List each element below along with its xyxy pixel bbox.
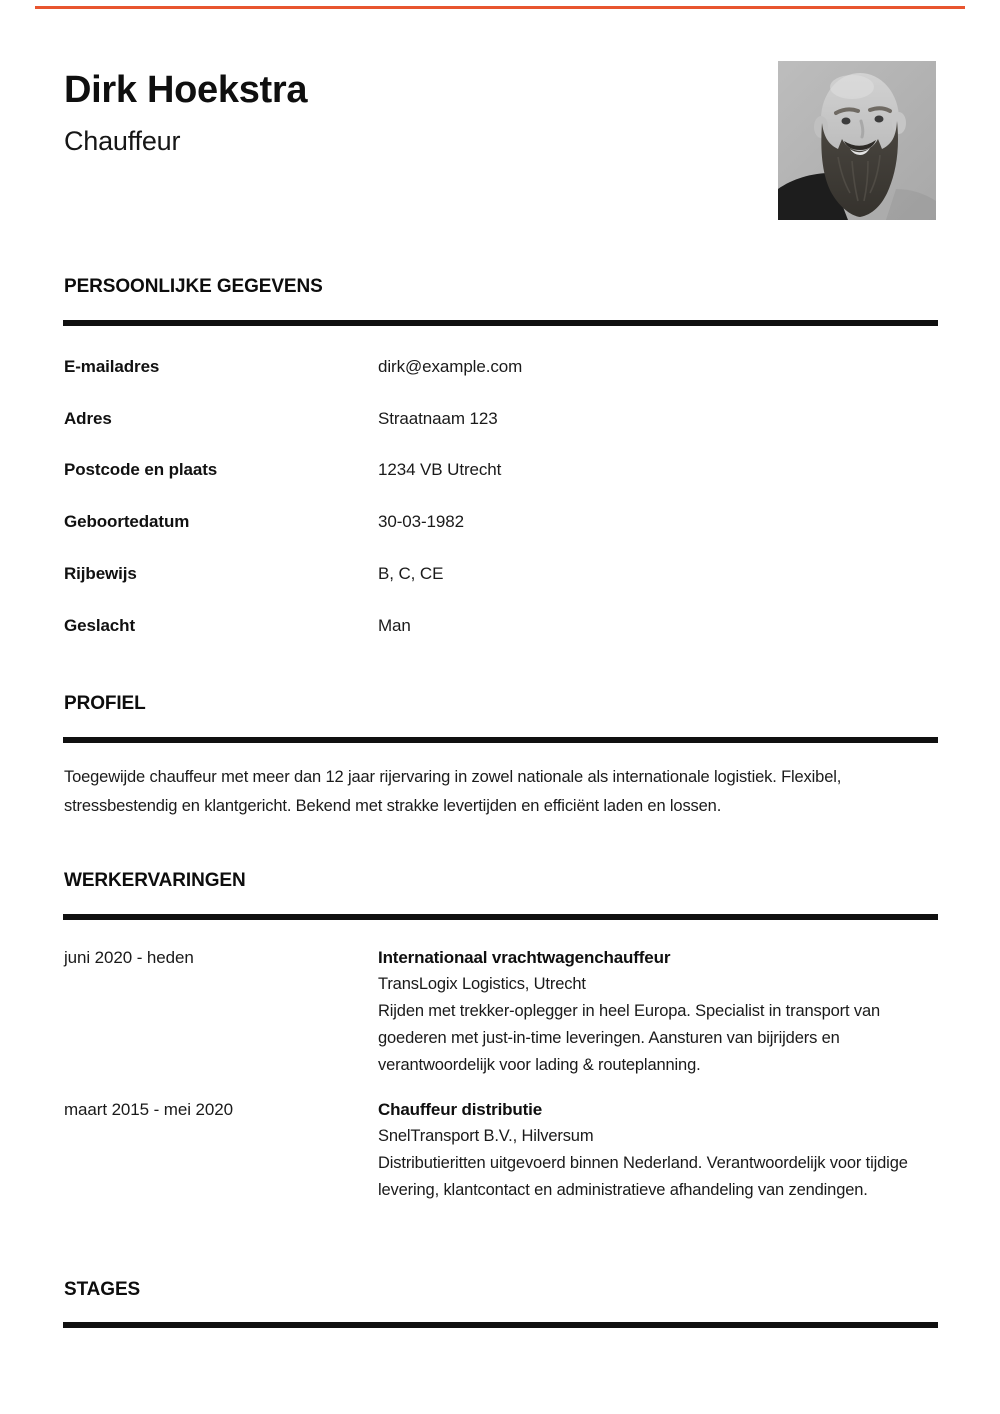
section-heading-personal: PERSOONLIJKE GEGEVENS	[64, 276, 323, 297]
section-rule	[63, 1322, 938, 1328]
person-name: Dirk Hoekstra	[64, 69, 308, 111]
detail-value: 1234 VB Utrecht	[378, 460, 502, 479]
detail-label: Geslacht	[64, 616, 136, 635]
detail-label: Geboortedatum	[64, 512, 190, 531]
detail-row	[64, 616, 938, 638]
detail-value: dirk@example.com	[378, 357, 523, 376]
section-heading-experience: WERKERVARINGEN	[64, 870, 246, 891]
detail-label: Adres	[64, 409, 112, 428]
job-company: TransLogix Logistics, Utrecht	[378, 975, 586, 993]
profile-paragraph: Toegewijde chauffeur met meer dan 12 jaar rijervaring in zowel nationale als internationale logistiek. Flexibel, stressbestendig en klantgericht. Bekend met strakke levertijden en efficiënt laden en lossen.	[64, 768, 842, 815]
section-heading-profile: PROFIEL	[64, 693, 146, 714]
job-description: Rijden met trekker-oplegger in heel Europa. Specialist in transport van goederen met just-in-time leveringen. Aansturen van bijrijders en verantwoordelijk voor lading & routeplanning.	[378, 1002, 881, 1074]
top-accent-line	[35, 6, 965, 9]
detail-row	[64, 460, 938, 482]
detail-label: E-mailadres	[64, 357, 160, 376]
person-job-title: Chauffeur	[64, 126, 181, 156]
job-title: Internationaal vrachtwagenchauffeur	[378, 948, 671, 967]
section-rule	[63, 737, 938, 743]
profile-photo	[778, 61, 936, 220]
detail-row	[64, 564, 938, 586]
detail-value: Man	[378, 616, 411, 635]
detail-value: 30-03-1982	[378, 512, 464, 531]
detail-label: Rijbewijs	[64, 564, 137, 583]
job-period: maart 2015 - mei 2020	[64, 1100, 233, 1119]
detail-row	[64, 409, 938, 431]
section-rule	[63, 914, 938, 920]
section-heading-internships: STAGES	[64, 1279, 141, 1300]
job-period: juni 2020 - heden	[64, 948, 194, 967]
detail-row	[64, 357, 938, 379]
detail-label: Postcode en plaats	[64, 460, 218, 479]
job-description: Distributieritten uitgevoerd binnen Nederland. Verantwoordelijk voor tijdige levering, klantcontact en administratieve afhandeling van zendingen.	[378, 1154, 908, 1199]
detail-value: Straatnaam 123	[378, 409, 498, 428]
detail-row	[64, 512, 938, 534]
job-title: Chauffeur distributie	[378, 1100, 543, 1119]
section-rule	[63, 320, 938, 326]
job-company: SnelTransport B.V., Hilversum	[378, 1127, 594, 1145]
detail-value: B, C, CE	[378, 564, 444, 583]
